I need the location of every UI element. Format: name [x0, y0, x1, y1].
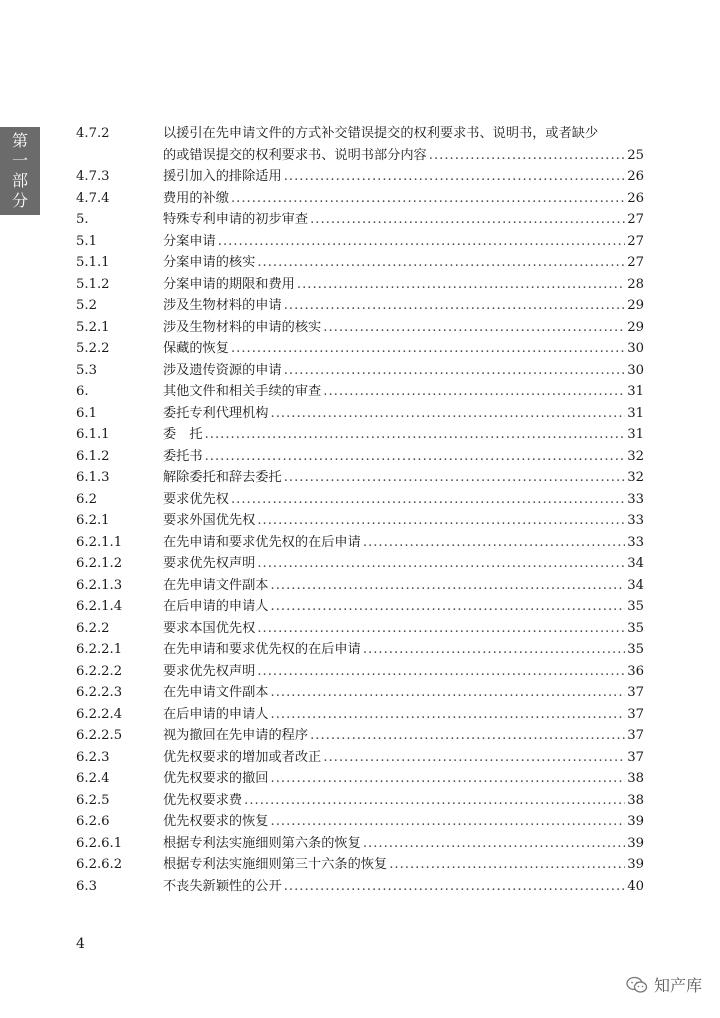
toc-entry-page: 39	[627, 857, 644, 872]
toc-entry-number: 5.2.1	[76, 319, 110, 335]
toc-entry-number: 5.1	[76, 233, 97, 249]
toc-entry	[76, 618, 644, 640]
toc-dot-leader	[271, 403, 626, 425]
toc-entry-number: 6.	[76, 384, 89, 399]
toc-entry-page: 37	[627, 728, 644, 743]
toc-entry-title: 委托书	[163, 448, 203, 464]
toc-entry-page: 39	[627, 835, 644, 851]
toc-entry-title: 的或错误提交的权利要求书、说明书部分内容	[163, 147, 427, 163]
toc-entry-title: 在先申请和要求优先权的在后申请	[163, 642, 361, 657]
part-side-tab	[0, 127, 40, 215]
toc-entry-title: 在先申请和要求优先权的在后申请	[163, 534, 361, 550]
toc-dot-leader	[323, 317, 625, 339]
toc-entry-title: 优先权要求的恢复	[163, 814, 269, 829]
toc-dot-leader	[363, 532, 625, 554]
toc-entry-page: 33	[627, 513, 644, 528]
toc-entry-number: 5.	[76, 212, 89, 227]
toc-entry	[76, 317, 644, 339]
toc-entry-number: 6.2.2.4	[76, 706, 123, 722]
toc-dot-leader	[363, 639, 625, 661]
toc-entry-page: 32	[627, 470, 644, 485]
toc-dot-leader	[284, 166, 626, 188]
toc-entry-title: 分案申请的核实	[163, 255, 256, 270]
toc-entry-title: 委托专利代理机构	[163, 405, 269, 421]
toc-dot-leader	[257, 661, 625, 683]
toc-entry-page: 26	[627, 190, 644, 206]
toc-dot-leader	[297, 274, 625, 296]
toc-dot-leader	[323, 747, 625, 769]
toc-entry-title: 涉及遗传资源的申请	[163, 362, 282, 378]
toc-entry	[76, 231, 644, 253]
toc-dot-leader	[231, 338, 625, 360]
toc-entry-page: 37	[627, 685, 644, 700]
toc-entry-page: 31	[627, 405, 644, 421]
toc-entry-title: 在先申请文件副本	[163, 577, 269, 593]
toc-entry	[76, 876, 644, 898]
toc-entry	[76, 489, 644, 511]
toc-entry-page: 36	[627, 663, 644, 679]
toc-entry	[76, 381, 644, 403]
toc-entry-title: 解除委托和辞去委托	[163, 470, 282, 485]
toc-entry-page: 33	[627, 491, 644, 507]
toc-entry	[76, 661, 644, 683]
toc-entry	[76, 790, 644, 812]
toc-entry-number: 6.2.5	[76, 792, 110, 808]
toc-dot-leader	[205, 446, 626, 468]
toc-entry-number: 5.1.2	[76, 276, 110, 292]
toc-entry	[76, 446, 644, 468]
toc-entry-number: 5.3	[76, 362, 97, 378]
toc-entry-page: 35	[627, 599, 644, 614]
toc-entry-number: 6.1	[76, 405, 97, 421]
toc-entry-title: 特殊专利申请的初步审查	[163, 212, 309, 227]
toc-entry-number: 6.1.2	[76, 448, 110, 464]
toc-entry	[76, 424, 644, 446]
toc-entry-page: 35	[627, 642, 644, 657]
toc-entry	[76, 209, 644, 231]
toc-dot-leader	[310, 725, 625, 747]
toc-entry	[76, 532, 644, 554]
toc-entry-number: 6.1.1	[76, 427, 110, 442]
toc-entry-page: 31	[627, 384, 644, 399]
toc-entry-title: 优先权要求的撤回	[163, 771, 269, 786]
toc-entry-title: 分案申请的期限和费用	[163, 276, 295, 292]
toc-entry-title: 其他文件和相关手续的审查	[163, 384, 322, 399]
toc-entry	[76, 274, 644, 296]
toc-dot-leader	[284, 876, 626, 898]
toc-dot-leader	[284, 467, 626, 489]
toc-entry-title: 要求外国优先权	[163, 513, 256, 528]
toc-entry-title: 优先权要求的增加或者改正	[163, 749, 322, 765]
toc-entry-number: 6.2.2.2	[76, 663, 123, 679]
toc-entry-number: 6.2.3	[76, 749, 110, 765]
toc-entry-title: 根据专利法实施细则第六条的恢复	[163, 835, 361, 851]
toc-entry-title: 在后申请的申请人	[163, 599, 269, 614]
toc-entry	[76, 575, 644, 597]
toc-entry-title: 涉及生物材料的申请的核实	[163, 319, 322, 335]
toc-entry	[76, 725, 644, 747]
toc-entry	[76, 123, 644, 166]
toc-entry-page: 27	[627, 233, 644, 249]
toc-entry-title: 根据专利法实施细则第三十六条的恢复	[163, 857, 388, 872]
toc-entry	[76, 854, 644, 876]
toc-entry-page: 38	[627, 771, 644, 786]
toc-entry-number: 4.7.2	[76, 126, 110, 141]
toc-dot-leader	[323, 381, 625, 403]
toc-dot-leader	[231, 188, 625, 210]
toc-entry	[76, 639, 644, 661]
toc-entry-number: 6.2.1.2	[76, 556, 123, 571]
toc-entry-number: 6.2.2.1	[76, 642, 123, 657]
toc-entry-number: 6.2.1	[76, 513, 110, 528]
toc-entry	[76, 166, 644, 188]
toc-entry	[76, 833, 644, 855]
toc-entry-title: 要求优先权声明	[163, 556, 256, 571]
toc-entry-number: 5.1.1	[76, 255, 110, 270]
toc-entry-page: 27	[627, 212, 644, 227]
toc-entry-page: 29	[627, 319, 644, 335]
toc-entry	[76, 682, 644, 704]
toc-entry	[76, 295, 644, 317]
toc-entry	[76, 252, 644, 274]
watermark	[626, 973, 702, 996]
toc-dot-leader	[257, 553, 625, 575]
toc-entry	[76, 403, 644, 425]
toc-dot-leader	[271, 575, 626, 597]
toc-dot-leader	[284, 295, 626, 317]
toc-entry	[76, 704, 644, 726]
wechat-icon	[626, 976, 648, 994]
toc-entry-number: 6.2.2.5	[76, 728, 123, 743]
toc-dot-leader	[257, 252, 625, 274]
toc-entry-title: 在后申请的申请人	[163, 706, 269, 722]
toc-entry-title: 以援引在先申请文件的方式补交错误提交的权利要求书、说明书，或者缺少	[163, 126, 599, 141]
toc-entry	[76, 338, 644, 360]
toc-entry-title: 要求优先权声明	[163, 663, 256, 679]
toc-entry-page: 27	[627, 255, 644, 270]
toc-dot-leader	[429, 145, 625, 167]
toc-entry-number: 6.2.1.4	[76, 599, 123, 614]
toc-entry-page: 35	[627, 620, 644, 636]
toc-entry-number: 6.2.1.3	[76, 577, 123, 593]
toc-entry-page: 38	[627, 792, 644, 808]
toc-entry-title: 在先申请文件副本	[163, 685, 269, 700]
toc-dot-leader	[310, 209, 625, 231]
toc-entry-title: 委 托	[163, 427, 203, 442]
toc-entry-page: 34	[627, 577, 644, 593]
toc-dot-leader	[271, 811, 626, 833]
toc-entry	[76, 467, 644, 489]
toc-entry-page: 30	[627, 362, 644, 378]
toc-entry-page: 32	[627, 448, 644, 464]
toc-entry-page: 34	[627, 556, 644, 571]
toc-entry-page: 40	[627, 878, 644, 894]
toc-entry-number: 4.7.4	[76, 190, 110, 206]
toc-entry-number: 6.2.2	[76, 620, 110, 636]
toc-entry-page: 37	[627, 706, 644, 722]
toc-entry-number: 6.2	[76, 491, 97, 507]
table-of-contents	[76, 123, 644, 897]
toc-entry-number: 6.2.4	[76, 771, 110, 786]
toc-dot-leader	[205, 424, 626, 446]
toc-dot-leader	[244, 790, 625, 812]
toc-entry-page: 33	[627, 534, 644, 550]
toc-entry-title: 优先权要求费	[163, 792, 243, 808]
toc-entry-number: 5.2.2	[76, 341, 110, 356]
toc-entry-number: 6.1.3	[76, 470, 110, 485]
toc-entry-number: 6.3	[76, 878, 97, 894]
toc-entry-title: 要求优先权	[163, 491, 229, 507]
toc-entry-title: 保藏的恢复	[163, 341, 229, 356]
toc-entry-title: 不丧失新颖性的公开	[163, 878, 282, 894]
toc-entry	[76, 510, 644, 532]
toc-dot-leader	[257, 618, 625, 640]
toc-dot-leader	[271, 768, 626, 790]
toc-entry-number: 6.2.6.2	[76, 857, 123, 872]
toc-entry-number: 6.2.6	[76, 814, 110, 829]
toc-dot-leader	[257, 510, 625, 532]
toc-dot-leader	[271, 704, 626, 726]
toc-entry-page: 39	[627, 814, 644, 829]
toc-dot-leader	[271, 682, 626, 704]
toc-dot-leader	[284, 360, 626, 382]
toc-entry	[76, 596, 644, 618]
toc-entry-number: 5.2	[76, 298, 97, 313]
toc-entry-page: 28	[627, 276, 644, 292]
toc-dot-leader	[389, 854, 625, 876]
toc-dot-leader	[218, 231, 625, 253]
toc-entry-number: 6.2.1.1	[76, 534, 123, 550]
toc-entry-page: 26	[627, 169, 644, 184]
toc-dot-leader	[271, 596, 626, 618]
toc-entry	[76, 811, 644, 833]
toc-entry-page: 25	[627, 147, 644, 163]
toc-entry-page: 29	[627, 298, 644, 313]
toc-entry-title: 费用的补缴	[163, 190, 229, 206]
watermark-text: 知产库	[653, 976, 702, 995]
toc-entry	[76, 553, 644, 575]
part-side-tab-label: 第一部分	[11, 131, 28, 210]
page-number: 4	[76, 936, 85, 952]
toc-entry	[76, 188, 644, 210]
toc-entry-title: 要求本国优先权	[163, 620, 256, 636]
toc-entry-title: 涉及生物材料的申请	[163, 298, 282, 313]
toc-dot-leader	[363, 833, 625, 855]
toc-entry-page: 31	[627, 427, 644, 442]
toc-entry-number: 6.2.6.1	[76, 835, 123, 851]
toc-entry-title: 视为撤回在先申请的程序	[163, 728, 309, 743]
toc-entry-number: 6.2.2.3	[76, 685, 123, 700]
toc-entry	[76, 768, 644, 790]
toc-entry-page: 30	[627, 341, 644, 356]
toc-dot-leader	[231, 489, 625, 511]
toc-entry-number: 4.7.3	[76, 169, 110, 184]
toc-entry-page: 37	[627, 749, 644, 765]
toc-entry-title: 分案申请	[163, 233, 216, 249]
toc-entry	[76, 747, 644, 769]
toc-entry-title: 援引加入的排除适用	[163, 169, 282, 184]
toc-entry	[76, 360, 644, 382]
